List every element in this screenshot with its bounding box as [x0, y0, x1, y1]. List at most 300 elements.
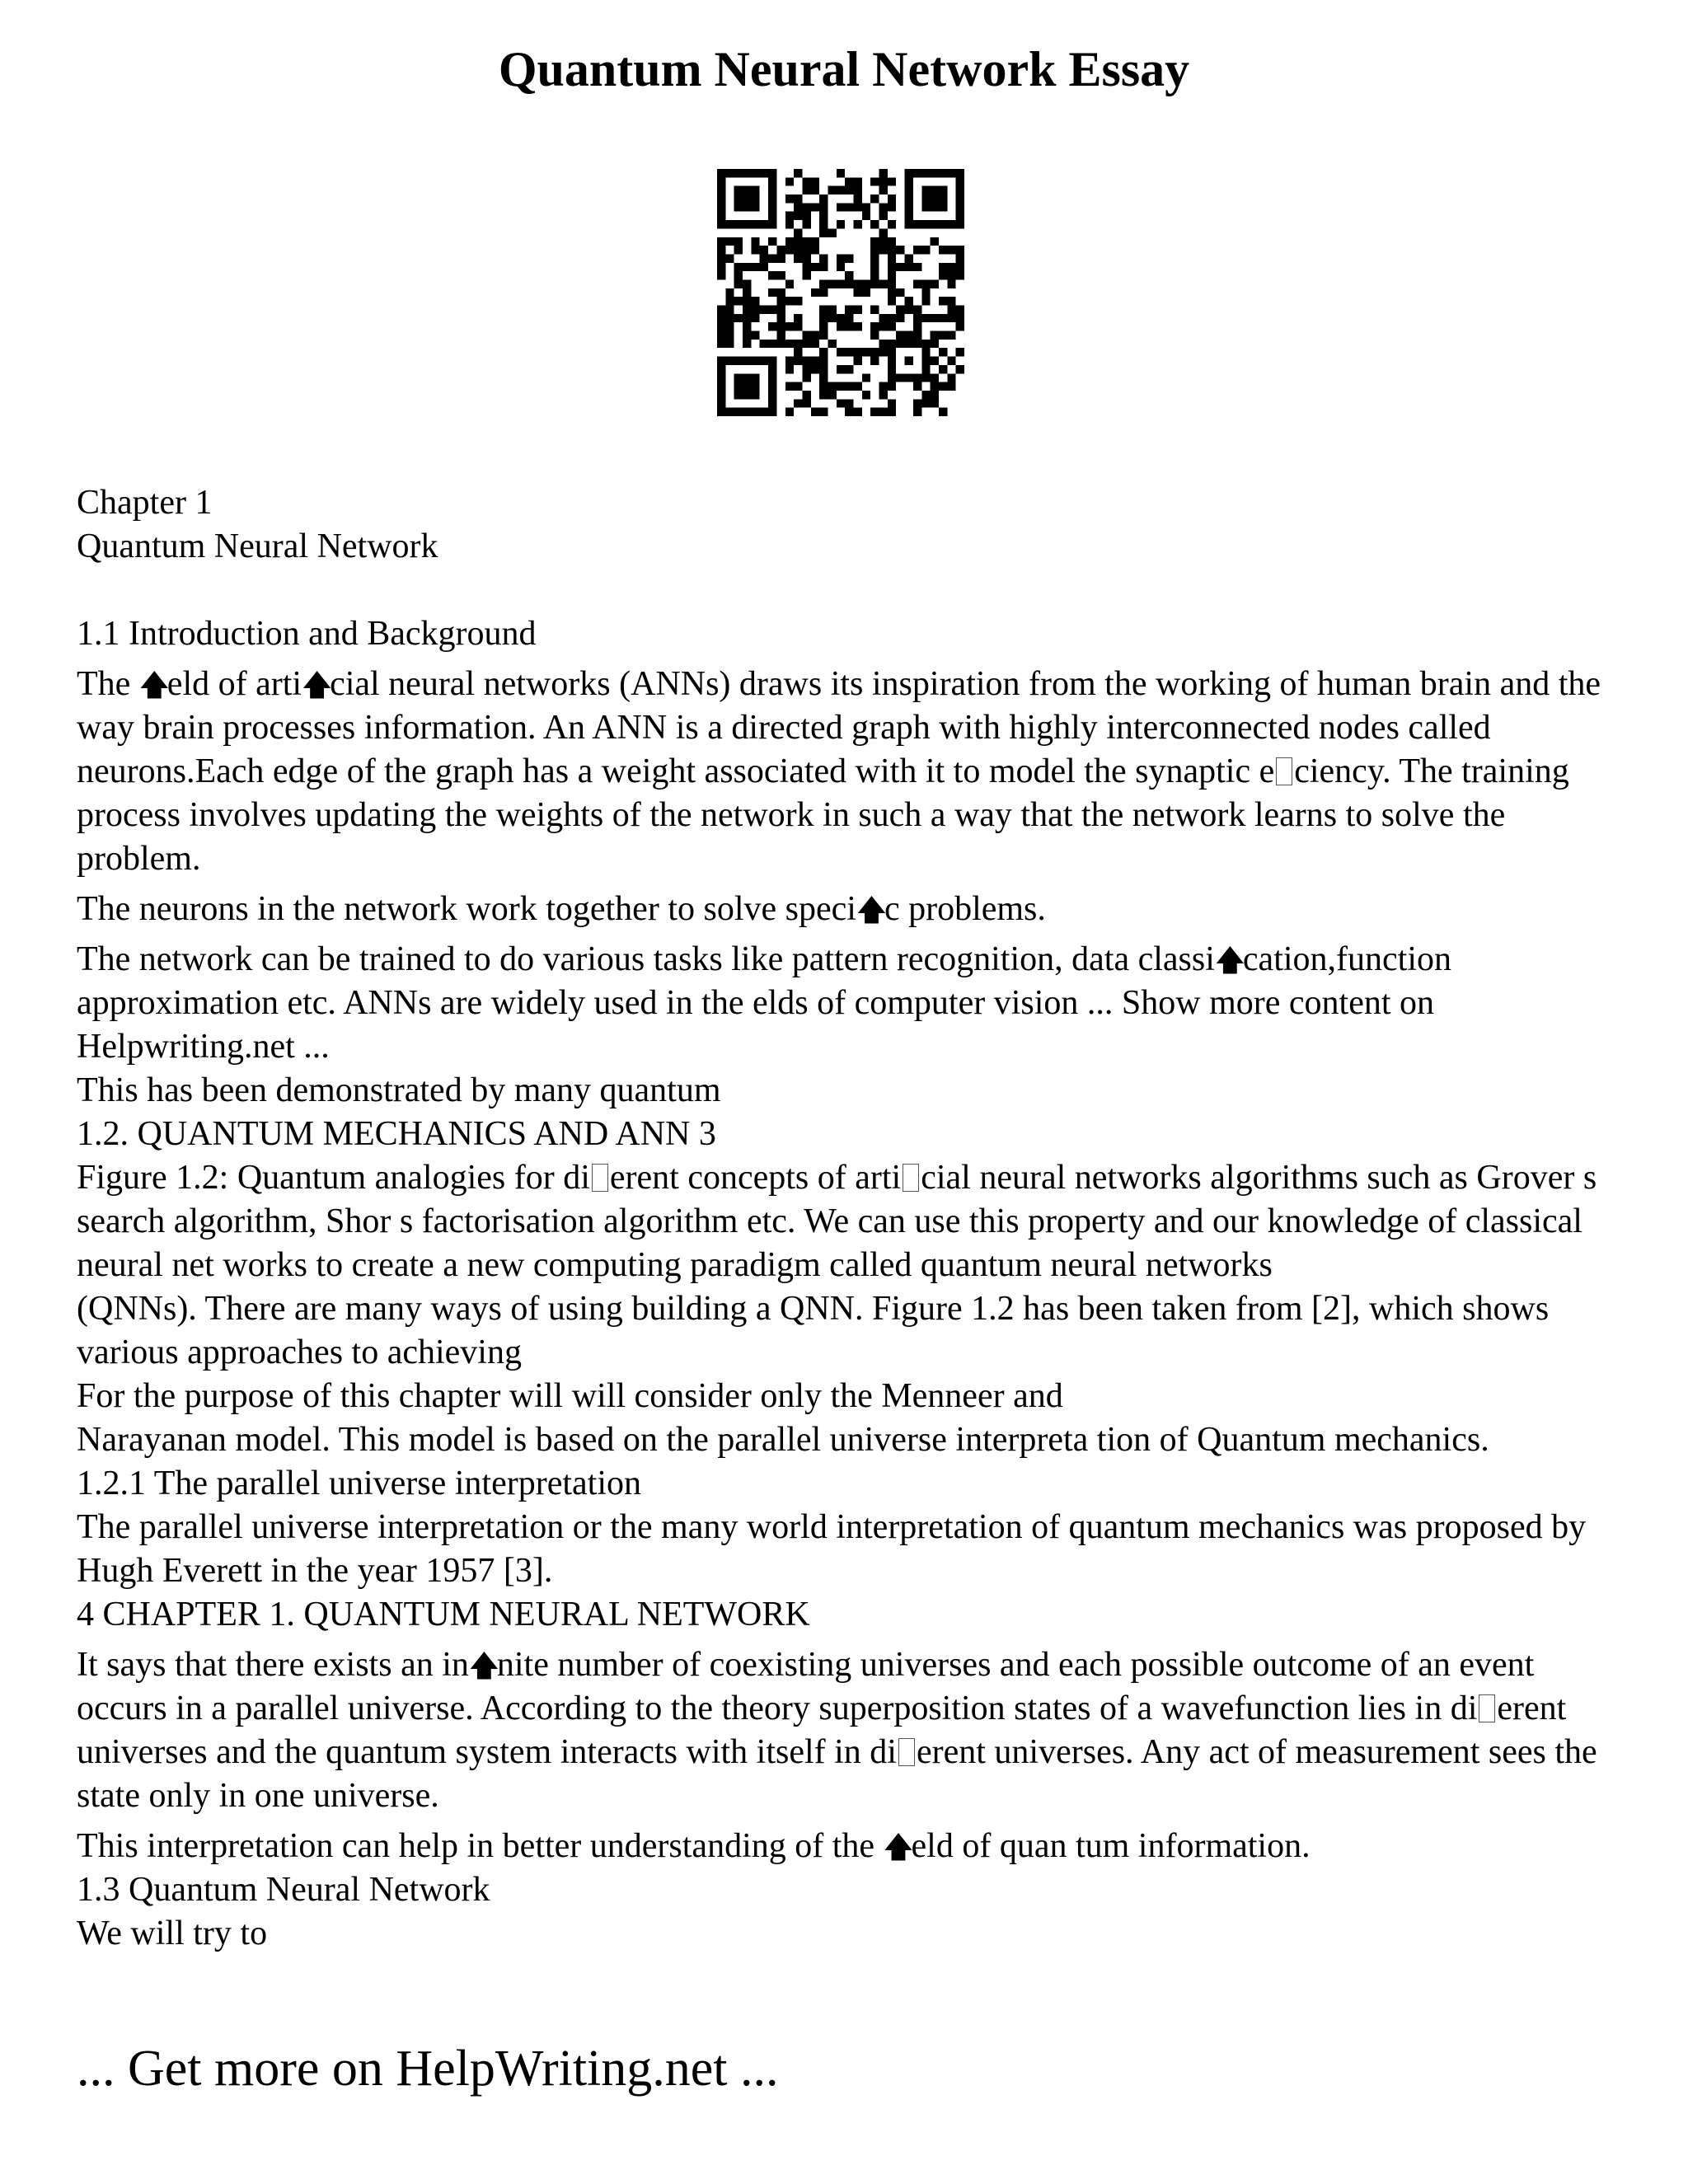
- qr-module: [879, 348, 888, 356]
- qr-module: [947, 314, 955, 322]
- qr-module: [905, 331, 913, 340]
- qr-module: [956, 203, 964, 211]
- qr-module: [811, 331, 819, 340]
- qr-module: [913, 306, 921, 314]
- qr-module: [913, 314, 921, 322]
- qr-code: [717, 169, 964, 416]
- qr-module: [931, 391, 939, 399]
- qr-module: [819, 408, 828, 416]
- qr-module: [956, 212, 964, 220]
- qr-module: [913, 373, 921, 382]
- qr-module: [913, 399, 921, 407]
- qr-module: [751, 408, 759, 416]
- qr-module: [939, 263, 947, 271]
- fi-ligature-icon: 🡅: [302, 668, 333, 702]
- qr-module: [802, 263, 810, 271]
- qr-module: [828, 382, 836, 391]
- qr-module: [956, 246, 964, 254]
- qr-module: [760, 246, 768, 254]
- qr-module: [956, 177, 964, 185]
- qr-module: [760, 357, 768, 365]
- qr-module: [837, 263, 845, 271]
- qr-module: [760, 254, 768, 262]
- missing-glyph-icon: [903, 1164, 919, 1192]
- qr-module: [768, 186, 776, 194]
- qr-module: [879, 169, 888, 177]
- qr-module: [776, 340, 785, 348]
- qr-module: [802, 246, 810, 254]
- qr-module: [725, 220, 734, 228]
- fi-ligature-icon: 🡅: [138, 668, 170, 702]
- qr-module: [888, 373, 896, 382]
- qr-module: [921, 194, 930, 203]
- qr-module: [734, 194, 743, 203]
- qr-module: [956, 348, 964, 356]
- qr-module: [879, 391, 888, 399]
- paragraph-universes: It says that there exists an in🡅nite number of coexisting universes and each possible outcome of an event occurs in a parallel universe. According to the theory superposition states of a wavefunction lies in di erent universes and the quantum system interacts with itself in di erent universes. Any act of measurement sees the state only in one universe.: [77, 1646, 1597, 1815]
- qr-module: [931, 340, 939, 348]
- qr-module: [768, 408, 776, 416]
- qr-module: [717, 382, 725, 391]
- qr-module: [819, 357, 828, 365]
- qr-module: [870, 408, 879, 416]
- qr-module: [743, 391, 751, 399]
- qr-module: [845, 348, 853, 356]
- qr-module: [939, 246, 947, 254]
- qr-module: [931, 186, 939, 194]
- qr-module: [717, 391, 725, 399]
- qr-module: [939, 169, 947, 177]
- qr-module: [734, 186, 743, 194]
- qr-module: [717, 322, 725, 330]
- qr-module: [905, 169, 913, 177]
- qr-module: [725, 322, 734, 330]
- qr-module: [888, 382, 896, 391]
- qr-module: [819, 203, 828, 211]
- qr-module: [768, 322, 776, 330]
- qr-module: [947, 271, 955, 279]
- qr-module: [862, 288, 870, 297]
- qr-module: [931, 220, 939, 228]
- qr-module: [905, 306, 913, 314]
- qr-module: [768, 306, 776, 314]
- qr-module: [760, 340, 768, 348]
- qr-module: [905, 357, 913, 365]
- paragraph-demonstrated: This has been demonstrated by many quantum: [77, 1071, 721, 1109]
- qr-module: [802, 220, 810, 228]
- qr-module: [760, 306, 768, 314]
- qr-module: [921, 357, 930, 365]
- qr-module: [828, 340, 836, 348]
- qr-module: [743, 220, 751, 228]
- qr-module: [717, 306, 725, 314]
- qr-module: [751, 186, 759, 194]
- qr-module: [837, 186, 845, 194]
- paragraph-training: The network can be trained to do various tasks like pattern recognition, data classi🡅cation,function approximation etc. ANNs are widely used in the elds of computer vision ... Show more content on Helpwriting.net ...: [77, 940, 1451, 1066]
- qr-module: [956, 194, 964, 203]
- qr-module: [888, 348, 896, 356]
- qr-module: [956, 322, 964, 330]
- qr-module: [802, 340, 810, 348]
- qr-module: [751, 382, 759, 391]
- qr-module: [768, 391, 776, 399]
- qr-module: [768, 220, 776, 228]
- qr-module: [725, 314, 734, 322]
- qr-module: [870, 194, 879, 203]
- qr-module: [734, 169, 743, 177]
- qr-module: [794, 254, 802, 262]
- qr-module: [921, 340, 930, 348]
- qr-module: [725, 254, 734, 262]
- qr-module: [931, 399, 939, 407]
- qr-module: [947, 220, 955, 228]
- qr-module: [725, 331, 734, 340]
- qr-module: [794, 348, 802, 356]
- qr-module: [734, 382, 743, 391]
- qr-module: [794, 399, 802, 407]
- qr-module: [743, 186, 751, 194]
- qr-module: [870, 271, 879, 279]
- qr-module: [947, 331, 955, 340]
- qr-module: [905, 373, 913, 382]
- qr-module: [725, 408, 734, 416]
- qr-module: [819, 212, 828, 220]
- qr-module: [854, 279, 862, 288]
- qr-module: [751, 297, 759, 305]
- qr-module: [819, 279, 828, 288]
- qr-module: [931, 314, 939, 322]
- fi-ligature-icon: 🡅: [883, 1830, 914, 1864]
- qr-module: [819, 373, 828, 382]
- qr-module: [870, 263, 879, 271]
- qr-module: [921, 348, 930, 356]
- qr-module: [939, 314, 947, 322]
- qr-module: [896, 331, 904, 340]
- qr-module: [896, 288, 904, 297]
- qr-module: [845, 314, 853, 322]
- qr-module: [794, 314, 802, 322]
- qr-module: [896, 263, 904, 271]
- qr-module: [854, 194, 862, 203]
- qr-module: [717, 169, 725, 177]
- qr-module: [905, 220, 913, 228]
- qr-module: [888, 314, 896, 322]
- qr-module: [837, 322, 845, 330]
- qr-module: [794, 357, 802, 365]
- qr-module: [717, 357, 725, 365]
- qr-module: [717, 340, 725, 348]
- qr-module: [862, 373, 870, 382]
- qr-module: [811, 365, 819, 373]
- qr-module: [819, 314, 828, 322]
- qr-module: [888, 177, 896, 185]
- qr-module: [862, 279, 870, 288]
- qr-module: [819, 194, 828, 203]
- qr-module: [802, 365, 810, 373]
- missing-glyph-icon: [592, 1164, 608, 1192]
- qr-module: [939, 194, 947, 203]
- missing-glyph-icon: [1276, 757, 1292, 785]
- qr-module: [794, 382, 802, 391]
- qr-module: [854, 357, 862, 365]
- paragraph-intro: The 🡅eld of arti🡅cial neural networks (ANNs) draws its inspiration from the working of human brain and the way brain processes information. An ANN is a directed graph with highly interconnected nodes called neurons.Each edge of the graph has a weight associated with it to model the synaptic e ciency. The training process involves updating the weights of the network in such a way that the network learns to solve the problem.: [77, 665, 1601, 878]
- qr-module: [879, 246, 888, 254]
- qr-module: [776, 306, 785, 314]
- qr-module: [888, 279, 896, 288]
- section-heading-1-2-1: 1.2.1 The parallel universe interpretation: [77, 1465, 641, 1502]
- qr-module: [870, 306, 879, 314]
- qr-module: [870, 357, 879, 365]
- section-heading-1-3: 1.3 Quantum Neural Network: [77, 1871, 490, 1909]
- qr-module: [768, 203, 776, 211]
- qr-module: [811, 203, 819, 211]
- qr-module: [717, 186, 725, 194]
- qr-module: [811, 237, 819, 246]
- qr-module: [845, 365, 853, 373]
- qr-module: [819, 254, 828, 262]
- qr-module: [854, 408, 862, 416]
- qr-module: [905, 203, 913, 211]
- qr-module: [734, 263, 743, 271]
- qr-module: [734, 203, 743, 211]
- qr-module: [854, 177, 862, 185]
- qr-module: [743, 322, 751, 330]
- qr-module: [725, 237, 734, 246]
- qr-module: [921, 279, 930, 288]
- get-more-link[interactable]: ... Get more on HelpWriting.net ...: [77, 2041, 779, 2097]
- qr-module: [888, 220, 896, 228]
- qr-module: [785, 220, 794, 228]
- qr-module: [888, 288, 896, 297]
- qr-module: [811, 288, 819, 297]
- qr-module: [854, 220, 862, 228]
- qr-module: [794, 212, 802, 220]
- qr-module: [845, 254, 853, 262]
- qr-module: [947, 382, 955, 391]
- qr-module: [802, 391, 810, 399]
- qr-module: [905, 254, 913, 262]
- qr-module: [879, 177, 888, 185]
- qr-module: [760, 220, 768, 228]
- qr-module: [956, 254, 964, 262]
- qr-module: [743, 340, 751, 348]
- qr-module: [837, 348, 845, 356]
- qr-module: [802, 373, 810, 382]
- qr-module: [879, 228, 888, 237]
- qr-module: [717, 220, 725, 228]
- qr-module: [939, 220, 947, 228]
- qr-module: [870, 322, 879, 330]
- qr-module: [785, 246, 794, 254]
- qr-module: [819, 263, 828, 271]
- qr-module: [896, 340, 904, 348]
- qr-module: [743, 408, 751, 416]
- qr-module: [751, 263, 759, 271]
- qr-module: [717, 254, 725, 262]
- qr-module: [743, 169, 751, 177]
- qr-module: [811, 357, 819, 365]
- qr-module: [734, 373, 743, 382]
- qr-module: [802, 399, 810, 407]
- qr-module: [837, 365, 845, 373]
- qr-module: [845, 203, 853, 211]
- qr-module: [837, 382, 845, 391]
- qr-module: [743, 288, 751, 297]
- qr-module: [794, 297, 802, 305]
- qr-module: [896, 314, 904, 322]
- qr-module: [794, 322, 802, 330]
- qr-module: [717, 263, 725, 271]
- qr-module: [734, 279, 743, 288]
- qr-module: [879, 340, 888, 348]
- qr-module: [905, 263, 913, 271]
- qr-module: [947, 373, 955, 382]
- qr-module: [725, 297, 734, 305]
- qr-module: [768, 177, 776, 185]
- qr-module: [879, 382, 888, 391]
- qr-module: [939, 408, 947, 416]
- qr-module: [905, 297, 913, 305]
- paragraph-neurons: The neurons in the network work together to solve speci🡅c problems.: [77, 890, 1046, 928]
- qr-module: [879, 408, 888, 416]
- qr-module: [854, 186, 862, 194]
- qr-module: [811, 186, 819, 194]
- qr-module: [785, 340, 794, 348]
- qr-module: [921, 365, 930, 373]
- qr-module: [751, 220, 759, 228]
- qr-module: [931, 237, 939, 246]
- qr-module: [819, 288, 828, 297]
- qr-module: [743, 279, 751, 288]
- qr-module: [921, 169, 930, 177]
- qr-module: [939, 382, 947, 391]
- qr-module: [956, 263, 964, 271]
- qr-module: [734, 408, 743, 416]
- qr-module: [734, 246, 743, 254]
- qr-module: [785, 237, 794, 246]
- qr-module: [845, 306, 853, 314]
- qr-module: [768, 271, 776, 279]
- qr-module: [888, 263, 896, 271]
- qr-module: [717, 271, 725, 279]
- qr-module: [854, 306, 862, 314]
- essay-body: [77, 481, 1626, 1956]
- qr-module: [751, 194, 759, 203]
- qr-module: [845, 279, 853, 288]
- qr-module: [879, 203, 888, 211]
- qr-module: [905, 177, 913, 185]
- qr-module: [717, 203, 725, 211]
- qr-module: [888, 271, 896, 279]
- qr-module: [913, 279, 921, 288]
- qr-module: [768, 373, 776, 382]
- qr-module: [931, 357, 939, 365]
- qr-module: [734, 271, 743, 279]
- qr-module: [734, 391, 743, 399]
- paragraph-qnns: (QNNs). There are many ways of using building a QNN. Figure 1.2 has been taken from [2], which shows various approaches to achieving: [77, 1290, 1550, 1371]
- qr-module: [776, 246, 785, 254]
- qr-module: [768, 212, 776, 220]
- qr-module: [888, 322, 896, 330]
- qr-module: [760, 408, 768, 416]
- qr-module: [956, 365, 964, 373]
- qr-module: [939, 297, 947, 305]
- qr-module: [837, 279, 845, 288]
- qr-module: [870, 254, 879, 262]
- qr-module: [794, 203, 802, 211]
- qr-module: [905, 186, 913, 194]
- qr-module: [802, 177, 810, 185]
- qr-module: [785, 297, 794, 305]
- qr-module: [956, 220, 964, 228]
- qr-module: [785, 194, 794, 203]
- qr-module: [802, 237, 810, 246]
- qr-module: [845, 382, 853, 391]
- qr-module: [819, 348, 828, 356]
- qr-module: [913, 263, 921, 271]
- paragraph-purpose: For the purpose of this chapter will will consider only the Menneer and: [77, 1377, 1063, 1415]
- qr-module: [768, 399, 776, 407]
- qr-module: [956, 306, 964, 314]
- qr-module: [819, 228, 828, 237]
- qr-module: [947, 357, 955, 365]
- qr-module: [802, 186, 810, 194]
- qr-module: [939, 331, 947, 340]
- qr-module: [896, 246, 904, 254]
- qr-module: [870, 177, 879, 185]
- qr-module: [888, 203, 896, 211]
- qr-module: [751, 357, 759, 365]
- qr-module: [921, 399, 930, 407]
- qr-module: [794, 228, 802, 237]
- qr-module: [921, 186, 930, 194]
- qr-module: [819, 322, 828, 330]
- qr-module: [905, 194, 913, 203]
- qr-module: [921, 391, 930, 399]
- qr-module: [947, 263, 955, 271]
- qr-module: [802, 331, 810, 340]
- qr-module: [947, 306, 955, 314]
- qr-module: [717, 212, 725, 220]
- qr-module: [845, 271, 853, 279]
- qr-module: [760, 169, 768, 177]
- qr-module: [939, 348, 947, 356]
- page-title: Quantum Neural Network Essay: [498, 42, 1190, 96]
- qr-module: [956, 186, 964, 194]
- qr-module: [870, 220, 879, 228]
- qr-module: [870, 348, 879, 356]
- qr-module: [811, 408, 819, 416]
- qr-module: [819, 382, 828, 391]
- qr-module: [888, 365, 896, 373]
- qr-module: [776, 288, 785, 297]
- qr-module: [939, 203, 947, 211]
- qr-module: [905, 340, 913, 348]
- qr-module: [794, 237, 802, 246]
- qr-module: [717, 246, 725, 254]
- qr-module: [811, 246, 819, 254]
- qr-module: [743, 297, 751, 305]
- qr-module: [862, 212, 870, 220]
- qr-module: [725, 288, 734, 297]
- qr-module: [743, 314, 751, 322]
- qr-module: [811, 263, 819, 271]
- qr-module: [794, 194, 802, 203]
- qr-module: [751, 373, 759, 382]
- qr-module: [870, 237, 879, 246]
- qr-module: [725, 340, 734, 348]
- qr-module: [768, 340, 776, 348]
